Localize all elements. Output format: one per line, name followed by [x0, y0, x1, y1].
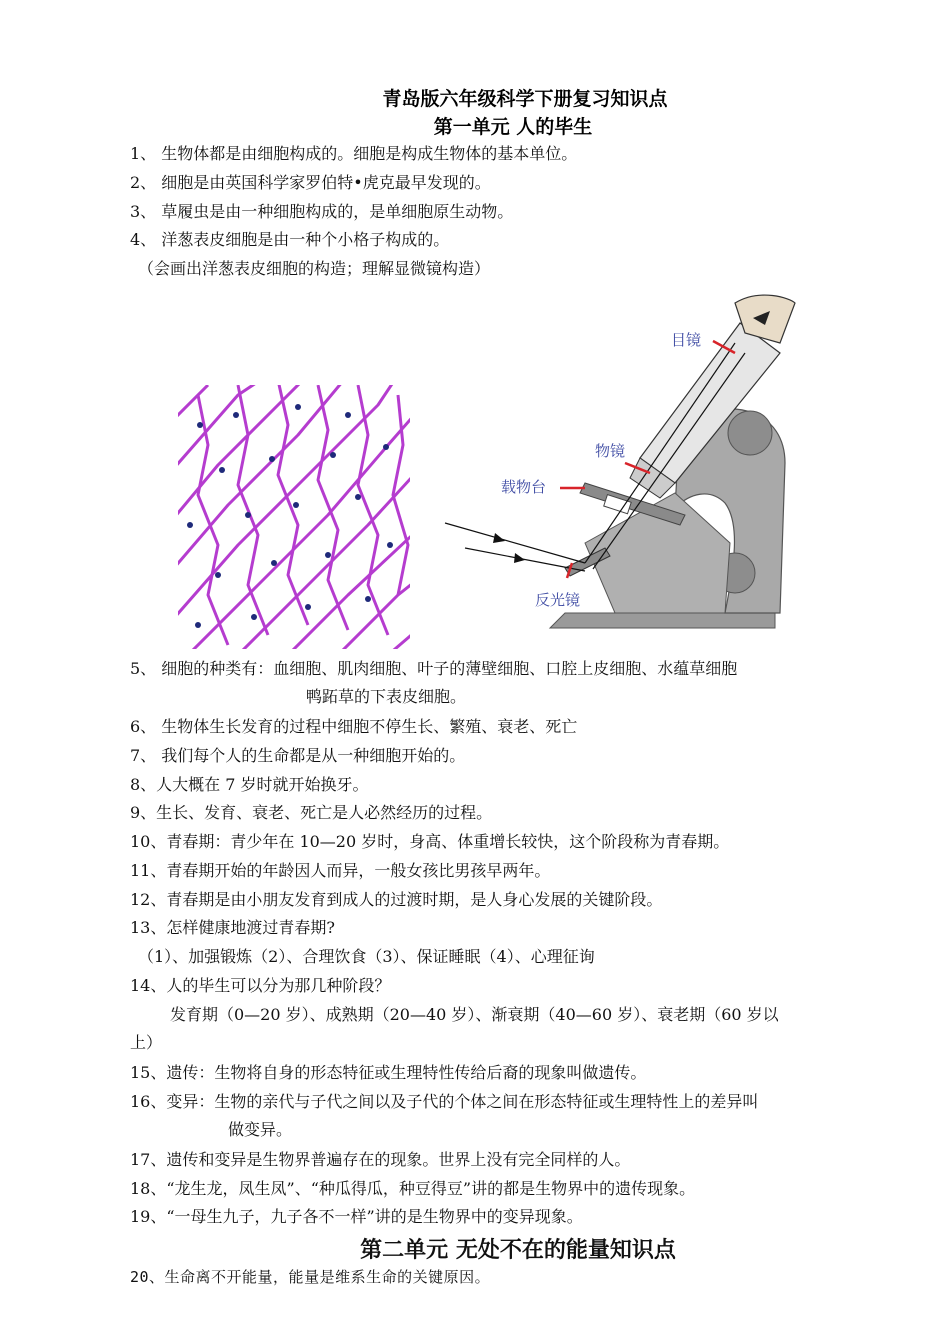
list-item-continuation: 做变异。: [228, 1120, 293, 1139]
list-item-continuation: 上）: [130, 1033, 163, 1052]
list-item: 1、 生物体都是由细胞构成的。细胞是构成生物体的基本单位。: [130, 144, 578, 163]
list-item: 2、 细胞是由英国科学家罗伯特•虎克最早发现的。: [130, 173, 491, 192]
list-item-continuation: 鸭跖草的下表皮细胞。: [306, 687, 467, 706]
list-item-answer: 发育期（0—20 岁）、成熟期（20—40 岁）、渐衰期（40—60 岁）、衰老期（60 岁以: [170, 1005, 779, 1024]
list-item: 4、 洋葱表皮细胞是由一种个小格子构成的。: [130, 230, 450, 249]
list-item: 15、遗传：生物将自身的形态特征或生理特性传给后裔的现象叫做遗传。: [130, 1063, 647, 1082]
list-item: 13、怎样健康地渡过青春期?: [130, 918, 335, 937]
onion-cell-illustration: [178, 385, 410, 649]
list-item: 11、青春期开始的年龄因人而异，一般女孩比男孩早两年。: [130, 861, 551, 880]
list-item: 10、青春期：青少年在 10—20 岁时，身高、体重增长较快，这个阶段称为青春期。: [130, 832, 730, 851]
list-item: 9、生长、发育、衰老、死亡是人必然经历的过程。: [130, 803, 493, 822]
list-item: 6、 生物体生长发育的过程中细胞不停生长、繁殖、衰老、死亡: [130, 717, 578, 736]
unit1-title: 第一单元 人的毕生: [433, 116, 593, 138]
list-item: 8、人大概在 7 岁时就开始换牙。: [130, 775, 369, 794]
list-item: 14、人的毕生可以分为那几种阶段？: [130, 976, 391, 995]
list-item: 17、遗传和变异是生物界普遍存在的现象。世界上没有完全同样的人。: [130, 1150, 631, 1169]
stage-label: 载物台: [501, 478, 547, 496]
list-item: 20、生命离不开能量，能量是维系生命的关键原因。: [130, 1268, 491, 1286]
eyepiece-label: 目镜: [671, 331, 702, 349]
microscope-diagram: [435, 293, 815, 638]
list-item: 16、变异：生物的亲代与子代之间以及子代的个体之间在形态特征或生理特性上的差异叫: [130, 1092, 759, 1111]
mirror-label: 反光镜: [535, 591, 581, 609]
objective-label: 物镜: [595, 442, 626, 460]
drawing-note: （会画出洋葱表皮细胞的构造；理解显微镜构造）: [138, 259, 491, 278]
list-item-answer: （1）、加强锻炼（2）、合理饮食（3）、保证睡眠（4）、心理征询: [138, 947, 595, 966]
list-item: 18、“龙生龙，凤生凤”、“种瓜得瓜，种豆得豆”讲的都是生物界中的遗传现象。: [130, 1179, 696, 1198]
list-item: 5、 细胞的种类有：血细胞、肌肉细胞、叶子的薄壁细胞、口腔上皮细胞、水蕴草细胞: [130, 659, 738, 678]
list-item: 12、青春期是由小朋友发育到成人的过渡时期，是人身心发展的关键阶段。: [130, 890, 663, 909]
list-item: 3、 草履虫是由一种细胞构成的，是单细胞原生动物。: [130, 202, 514, 221]
document-title: 青岛版六年级科学下册复习知识点: [382, 88, 668, 110]
list-item: 19、“一母生九子，九子各不一样”讲的是生物界中的变异现象。: [130, 1207, 583, 1226]
list-item: 7、 我们每个人的生命都是从一种细胞开始的。: [130, 746, 466, 765]
unit2-title: 第二单元 无处不在的能量知识点: [360, 1238, 676, 1263]
